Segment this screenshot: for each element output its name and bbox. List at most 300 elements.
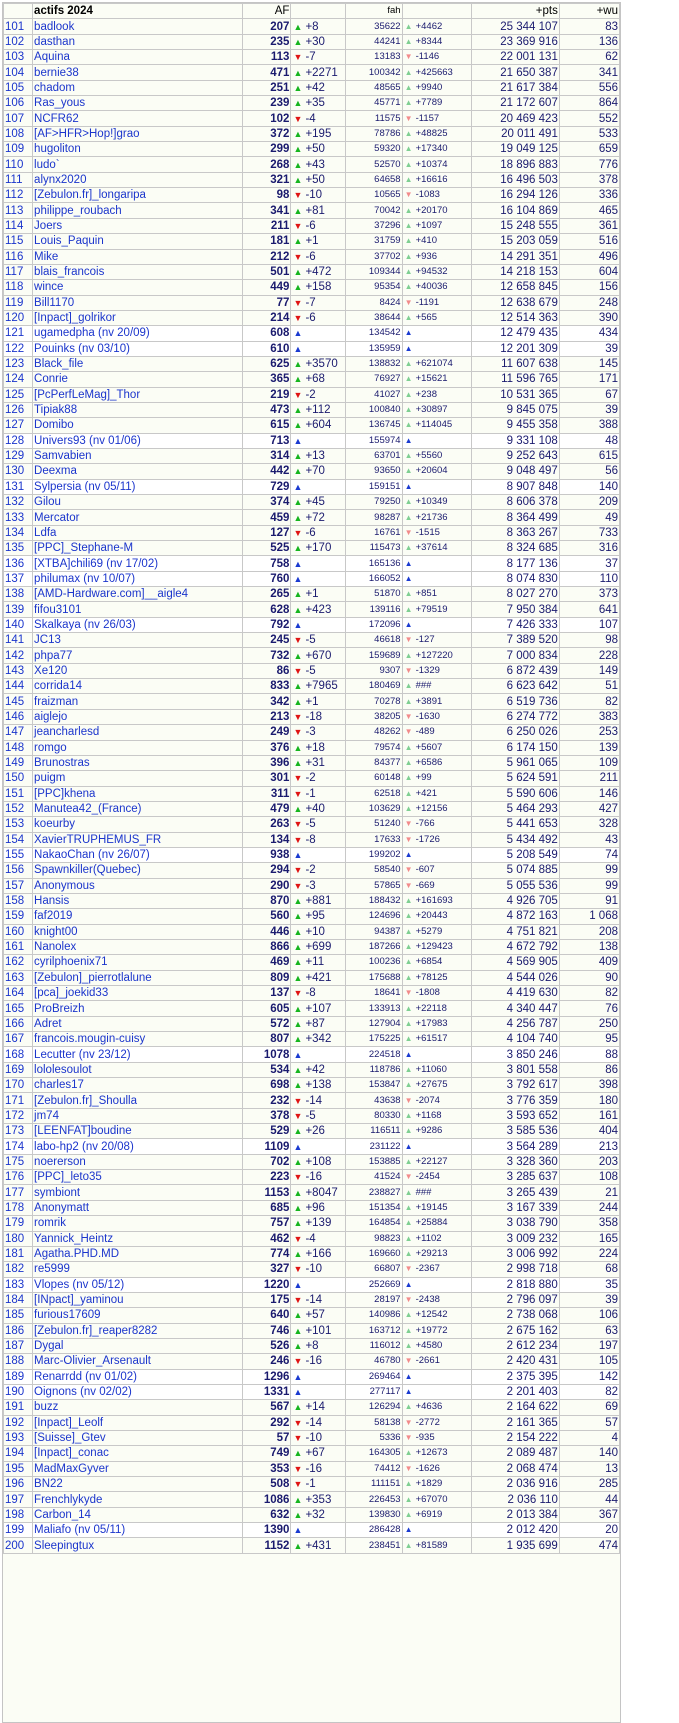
trend-up-icon: ▲: [404, 1448, 413, 1458]
af-delta-cell: [291, 1108, 345, 1123]
fah-delta-cell: [402, 1185, 471, 1200]
fah-rank: 95354: [345, 280, 402, 295]
points-gained: 8 364 499: [471, 510, 559, 525]
table-row: [4, 1124, 620, 1139]
fah-rank: 45771: [345, 96, 402, 111]
points-gained: 3 328 360: [471, 1154, 559, 1169]
rank-cell: 184: [4, 1292, 33, 1307]
fah-delta-cell: [402, 1538, 471, 1553]
trend-up-icon: ▲: [293, 1494, 303, 1505]
trend-up-icon: ▲: [404, 128, 413, 138]
work-units-gained: 138: [559, 939, 619, 954]
trend-up-icon: ▲: [404, 650, 413, 660]
work-units-gained: 35: [559, 1277, 619, 1292]
work-units-gained: 641: [559, 602, 619, 617]
points-gained: 3 564 289: [471, 1139, 559, 1154]
points-gained: 4 672 792: [471, 939, 559, 954]
points-gained: 8 074 830: [471, 571, 559, 586]
rank-cell: 168: [4, 1047, 33, 1062]
fah-delta: -2367: [415, 1263, 440, 1275]
fah-rank: 38205: [345, 709, 402, 724]
table-row: [4, 1078, 620, 1093]
af-delta: +42: [305, 81, 325, 94]
fah-rank: 169660: [345, 1246, 402, 1261]
trend-up-icon: ▲: [293, 1387, 303, 1398]
af-delta: -8: [305, 987, 316, 1000]
af-rank: 866: [243, 939, 291, 954]
member-name: labo-hp2 (nv 20/08): [33, 1139, 243, 1154]
trend-up-icon: ▲: [293, 497, 303, 508]
af-delta-cell: [291, 955, 345, 970]
af-delta-cell: [291, 1016, 345, 1031]
af-delta-cell: [291, 1200, 345, 1215]
trend-up-icon: ▲: [293, 558, 303, 569]
points-gained: 20 469 423: [471, 111, 559, 126]
trend-up-icon: ▲: [293, 650, 303, 661]
fah-delta-cell: [402, 587, 471, 602]
af-rank: 137: [243, 986, 291, 1001]
trend-down-icon: ▼: [404, 1295, 413, 1305]
fah-delta-cell: [402, 1154, 471, 1169]
table-row: [4, 50, 620, 65]
af-delta-cell: [291, 1507, 345, 1522]
af-delta-cell: [291, 50, 345, 65]
af-delta: +45: [305, 496, 325, 509]
af-delta-cell: [291, 1446, 345, 1461]
af-rank: 446: [243, 924, 291, 939]
af-delta-cell: [291, 633, 345, 648]
member-name: ugamedpha (nv 20/09): [33, 326, 243, 341]
af-rank: 378: [243, 1108, 291, 1123]
member-name: Frenchlykyde: [33, 1492, 243, 1507]
af-delta-cell: [291, 157, 345, 172]
table-row: [4, 863, 620, 878]
rank-cell: 105: [4, 80, 33, 95]
af-rank: 134: [243, 832, 291, 847]
rank-cell: 152: [4, 801, 33, 816]
af-delta-cell: [291, 479, 345, 494]
af-delta-cell: [291, 1093, 345, 1108]
member-name: wince: [33, 280, 243, 295]
trend-down-icon: ▼: [293, 773, 303, 784]
af-delta-cell: [291, 464, 345, 479]
points-gained: 2 013 384: [471, 1507, 559, 1522]
points-gained: 5 590 606: [471, 786, 559, 801]
fah-delta: -1630: [415, 710, 440, 722]
fah-delta-cell: [402, 832, 471, 847]
af-rank: 640: [243, 1308, 291, 1323]
af-rank: 632: [243, 1507, 291, 1522]
trend-down-icon: ▼: [404, 113, 413, 123]
rank-cell: 164: [4, 986, 33, 1001]
trend-down-icon: ▼: [404, 819, 413, 829]
table-row: [4, 847, 620, 862]
table-row: [4, 1507, 620, 1522]
member-name: Xe120: [33, 663, 243, 678]
trend-up-icon: ▲: [404, 405, 413, 415]
points-gained: 5 441 653: [471, 817, 559, 832]
af-rank: 729: [243, 479, 291, 494]
fah-delta: +21736: [415, 511, 448, 523]
rank-cell: 155: [4, 847, 33, 862]
fah-rank: 98287: [345, 510, 402, 525]
fah-delta: +40036: [415, 281, 448, 293]
work-units-gained: 74: [559, 847, 619, 862]
work-units-gained: 285: [559, 1477, 619, 1492]
fah-delta: +161693: [415, 895, 453, 907]
ranking-body: [4, 19, 620, 1553]
points-gained: 5 464 293: [471, 801, 559, 816]
af-delta: +68: [305, 373, 325, 386]
af-delta: -6: [305, 250, 316, 263]
trend-up-icon: ▲: [293, 1202, 303, 1213]
fah-delta-cell: [402, 1507, 471, 1522]
fah-delta: +3891: [415, 695, 443, 707]
work-units-gained: 39: [559, 1292, 619, 1307]
member-name: fifou3101: [33, 602, 243, 617]
af-delta: +1: [305, 588, 319, 601]
member-name: Conrie: [33, 372, 243, 387]
member-name: Aquina: [33, 50, 243, 65]
rank-cell: 197: [4, 1492, 33, 1507]
fah-rank: 166052: [345, 571, 402, 586]
fah-delta: -2661: [415, 1355, 440, 1367]
member-name: ludo`: [33, 157, 243, 172]
af-delta: -16: [305, 1171, 323, 1184]
table-row: [4, 387, 620, 402]
af-delta: -6: [305, 219, 316, 232]
trend-up-icon: ▲: [404, 911, 413, 921]
fah-delta-cell: [402, 19, 471, 34]
af-delta-cell: [291, 111, 345, 126]
fah-rank: 48565: [345, 80, 402, 95]
af-rank: 567: [243, 1400, 291, 1415]
af-delta: +139: [305, 1217, 332, 1230]
fah-delta-cell: [402, 1200, 471, 1215]
trend-up-icon: ▲: [404, 1525, 413, 1535]
work-units-gained: 434: [559, 326, 619, 341]
fah-delta-cell: [402, 1246, 471, 1261]
points-gained: 2 161 365: [471, 1415, 559, 1430]
af-rank: 1296: [243, 1369, 291, 1384]
af-delta: +353: [305, 1493, 332, 1506]
table-row: [4, 1200, 620, 1215]
table-row: [4, 1016, 620, 1031]
rank-cell: 190: [4, 1384, 33, 1399]
member-name: lololesoulot: [33, 1062, 243, 1077]
points-gained: 16 104 869: [471, 203, 559, 218]
points-gained: 4 104 740: [471, 1032, 559, 1047]
fah-delta: +425663: [415, 66, 453, 78]
rank-cell: 179: [4, 1216, 33, 1231]
member-name: blais_francois: [33, 264, 243, 279]
af-delta: +7965: [305, 680, 338, 693]
member-name: Oignons (nv 02/02): [33, 1384, 243, 1399]
af-rank: 245: [243, 633, 291, 648]
work-units-gained: 49: [559, 510, 619, 525]
trend-down-icon: ▼: [293, 1233, 303, 1244]
table-row: [4, 234, 620, 249]
member-name: fraizman: [33, 694, 243, 709]
table-row: [4, 495, 620, 510]
work-units-gained: 4: [559, 1430, 619, 1445]
points-gained: 4 340 447: [471, 1001, 559, 1016]
af-delta-cell: [291, 203, 345, 218]
work-units-gained: 474: [559, 1538, 619, 1553]
points-gained: 7 950 384: [471, 602, 559, 617]
trend-up-icon: ▲: [404, 374, 413, 384]
member-name: furious17609: [33, 1308, 243, 1323]
member-name: Nanolex: [33, 939, 243, 954]
trend-up-icon: ▲: [404, 1341, 413, 1351]
trend-up-icon: ▲: [404, 804, 413, 814]
af-delta-cell: [291, 80, 345, 95]
af-delta-cell: [291, 172, 345, 187]
fah-rank: 80330: [345, 1108, 402, 1123]
rank-cell: 142: [4, 648, 33, 663]
trend-up-icon: ▲: [293, 850, 303, 861]
rank-cell: 129: [4, 448, 33, 463]
trend-up-icon: ▲: [293, 1141, 303, 1152]
af-rank: 501: [243, 264, 291, 279]
fah-delta-cell: [402, 280, 471, 295]
af-rank: 1152: [243, 1538, 291, 1553]
trend-up-icon: ▲: [293, 359, 303, 370]
member-name: Yannick_Heintz: [33, 1231, 243, 1246]
fah-rank: 41027: [345, 387, 402, 402]
rank-cell: 141: [4, 633, 33, 648]
work-units-gained: 109: [559, 755, 619, 770]
fah-delta: +114045: [415, 419, 453, 431]
fah-delta-cell: [402, 1308, 471, 1323]
fah-delta-cell: [402, 755, 471, 770]
rank-cell: 151: [4, 786, 33, 801]
af-delta: -2: [305, 772, 316, 785]
points-gained: 3 285 637: [471, 1170, 559, 1185]
header-title: actifs 2024: [33, 4, 243, 19]
fah-delta: +1168: [415, 1109, 442, 1121]
fah-delta: +5607: [415, 741, 443, 753]
work-units-gained: 604: [559, 264, 619, 279]
fah-delta-cell: [402, 326, 471, 341]
table-row: [4, 663, 620, 678]
table-row: [4, 80, 620, 95]
trend-up-icon: ▲: [404, 1218, 413, 1228]
trend-up-icon: ▲: [404, 896, 413, 906]
points-gained: 8 027 270: [471, 587, 559, 602]
trend-up-icon: ▲: [404, 82, 413, 92]
af-delta-cell: [291, 65, 345, 80]
member-name: Bill1170: [33, 295, 243, 310]
trend-up-icon: ▲: [404, 220, 413, 230]
trend-down-icon: ▼: [404, 1172, 413, 1182]
trend-up-icon: ▲: [404, 313, 413, 323]
fah-delta-cell: [402, 1277, 471, 1292]
af-delta-cell: [291, 801, 345, 816]
rank-cell: 186: [4, 1323, 33, 1338]
table-row: [4, 203, 620, 218]
trend-up-icon: ▲: [404, 435, 413, 445]
points-gained: 4 569 905: [471, 955, 559, 970]
fah-rank: 164854: [345, 1216, 402, 1231]
table-row: [4, 418, 620, 433]
fah-delta-cell: [402, 464, 471, 479]
points-gained: 2 089 487: [471, 1446, 559, 1461]
ranking-sheet: [2, 2, 621, 1723]
af-delta: +81: [305, 204, 325, 217]
fah-delta-cell: [402, 1016, 471, 1031]
af-delta-cell: [291, 126, 345, 141]
trend-up-icon: ▲: [404, 1479, 413, 1489]
rank-cell: 125: [4, 387, 33, 402]
points-gained: 11 596 765: [471, 372, 559, 387]
trend-up-icon: ▲: [293, 696, 303, 707]
table-row: [4, 587, 620, 602]
member-name: [Zebulon.fr]_reaper8282: [33, 1323, 243, 1338]
fah-rank: 252669: [345, 1277, 402, 1292]
trend-up-icon: ▲: [404, 1018, 413, 1028]
trend-up-icon: ▲: [293, 435, 303, 446]
work-units-gained: 99: [559, 863, 619, 878]
member-name: [Inpact]_golrikor: [33, 310, 243, 325]
fah-delta-cell: [402, 663, 471, 678]
work-units-gained: 211: [559, 771, 619, 786]
trend-up-icon: ▲: [293, 1080, 303, 1091]
rank-cell: 115: [4, 234, 33, 249]
member-name: JC13: [33, 633, 243, 648]
af-delta: -5: [305, 818, 316, 831]
member-name: Anonymous: [33, 878, 243, 893]
af-delta-cell: [291, 1078, 345, 1093]
af-rank: 625: [243, 356, 291, 371]
fah-rank: 28197: [345, 1292, 402, 1307]
work-units-gained: 105: [559, 1354, 619, 1369]
trend-down-icon: ▼: [404, 865, 413, 875]
fah-delta: +20604: [415, 465, 448, 477]
table-row: [4, 679, 620, 694]
trend-up-icon: ▲: [404, 466, 413, 476]
trend-up-icon: ▲: [404, 1325, 413, 1335]
table-row: [4, 893, 620, 908]
af-rank: 181: [243, 234, 291, 249]
trend-up-icon: ▲: [404, 36, 413, 46]
fah-delta-cell: [402, 310, 471, 325]
af-delta-cell: [291, 433, 345, 448]
fah-rank: 59320: [345, 142, 402, 157]
points-gained: 3 009 232: [471, 1231, 559, 1246]
points-gained: 7 000 834: [471, 648, 559, 663]
work-units-gained: 20: [559, 1523, 619, 1538]
member-name: Manutea42_(France): [33, 801, 243, 816]
af-delta: -1: [305, 787, 316, 800]
trend-up-icon: ▲: [293, 1126, 303, 1137]
trend-up-icon: ▲: [404, 1387, 413, 1397]
member-name: Pouinks (nv 03/10): [33, 341, 243, 356]
member-name: Domibo: [33, 418, 243, 433]
af-delta-cell: [291, 1139, 345, 1154]
af-rank: 628: [243, 602, 291, 617]
member-name: knight00: [33, 924, 243, 939]
points-gained: 1 935 699: [471, 1538, 559, 1553]
work-units-gained: 213: [559, 1139, 619, 1154]
af-delta-cell: [291, 541, 345, 556]
fah-rank: 84377: [345, 755, 402, 770]
table-row: [4, 433, 620, 448]
trend-down-icon: ▼: [404, 834, 413, 844]
points-gained: 6 519 736: [471, 694, 559, 709]
fah-rank: 16761: [345, 525, 402, 540]
fah-rank: 79574: [345, 740, 402, 755]
points-gained: 12 658 845: [471, 280, 559, 295]
af-rank: 749: [243, 1446, 291, 1461]
rank-cell: 145: [4, 694, 33, 709]
points-gained: 3 585 536: [471, 1124, 559, 1139]
fah-delta-cell: [402, 1108, 471, 1123]
fah-delta: +30897: [415, 404, 448, 416]
fah-delta-cell: [402, 1078, 471, 1093]
table-row: [4, 295, 620, 310]
trend-down-icon: ▼: [293, 834, 303, 845]
fah-rank: 164305: [345, 1446, 402, 1461]
points-gained: 15 203 059: [471, 234, 559, 249]
points-gained: 2 164 622: [471, 1400, 559, 1415]
member-name: aiglejo: [33, 709, 243, 724]
rank-cell: 118: [4, 280, 33, 295]
af-delta: -5: [305, 634, 316, 647]
fah-delta: +6586: [415, 757, 443, 769]
rank-cell: 188: [4, 1354, 33, 1369]
member-name: symbiont: [33, 1185, 243, 1200]
work-units-gained: 465: [559, 203, 619, 218]
af-delta: +13: [305, 450, 325, 463]
trend-up-icon: ▲: [293, 911, 303, 922]
af-delta: -7: [305, 296, 316, 309]
af-delta-cell: [291, 19, 345, 34]
rank-cell: 146: [4, 709, 33, 724]
work-units-gained: 142: [559, 1369, 619, 1384]
points-gained: 2 675 162: [471, 1323, 559, 1338]
work-units-gained: 140: [559, 479, 619, 494]
af-rank: 311: [243, 786, 291, 801]
member-name: re5999: [33, 1262, 243, 1277]
af-delta: -6: [305, 526, 316, 539]
fah-rank: 118786: [345, 1062, 402, 1077]
af-rank: 127: [243, 525, 291, 540]
table-row: [4, 1262, 620, 1277]
fah-rank: 64658: [345, 172, 402, 187]
work-units-gained: 39: [559, 402, 619, 417]
work-units-gained: 91: [559, 893, 619, 908]
af-delta-cell: [291, 295, 345, 310]
rank-cell: 112: [4, 188, 33, 203]
fah-rank: 127904: [345, 1016, 402, 1031]
af-delta: -3: [305, 726, 316, 739]
af-delta-cell: [291, 1323, 345, 1338]
fah-rank: 109344: [345, 264, 402, 279]
rank-cell: 157: [4, 878, 33, 893]
points-gained: 2 796 097: [471, 1292, 559, 1307]
points-gained: 9 252 643: [471, 448, 559, 463]
member-name: [Inpact]_conac: [33, 1446, 243, 1461]
trend-down-icon: ▼: [404, 1264, 413, 1274]
member-name: Univers93 (nv 01/06): [33, 433, 243, 448]
af-delta: +195: [305, 127, 332, 140]
fah-rank: 116511: [345, 1124, 402, 1139]
member-name: [Suisse]_Gtev: [33, 1430, 243, 1445]
af-delta-cell: [291, 448, 345, 463]
af-delta: -6: [305, 312, 316, 325]
fah-delta: -2772: [415, 1416, 440, 1428]
